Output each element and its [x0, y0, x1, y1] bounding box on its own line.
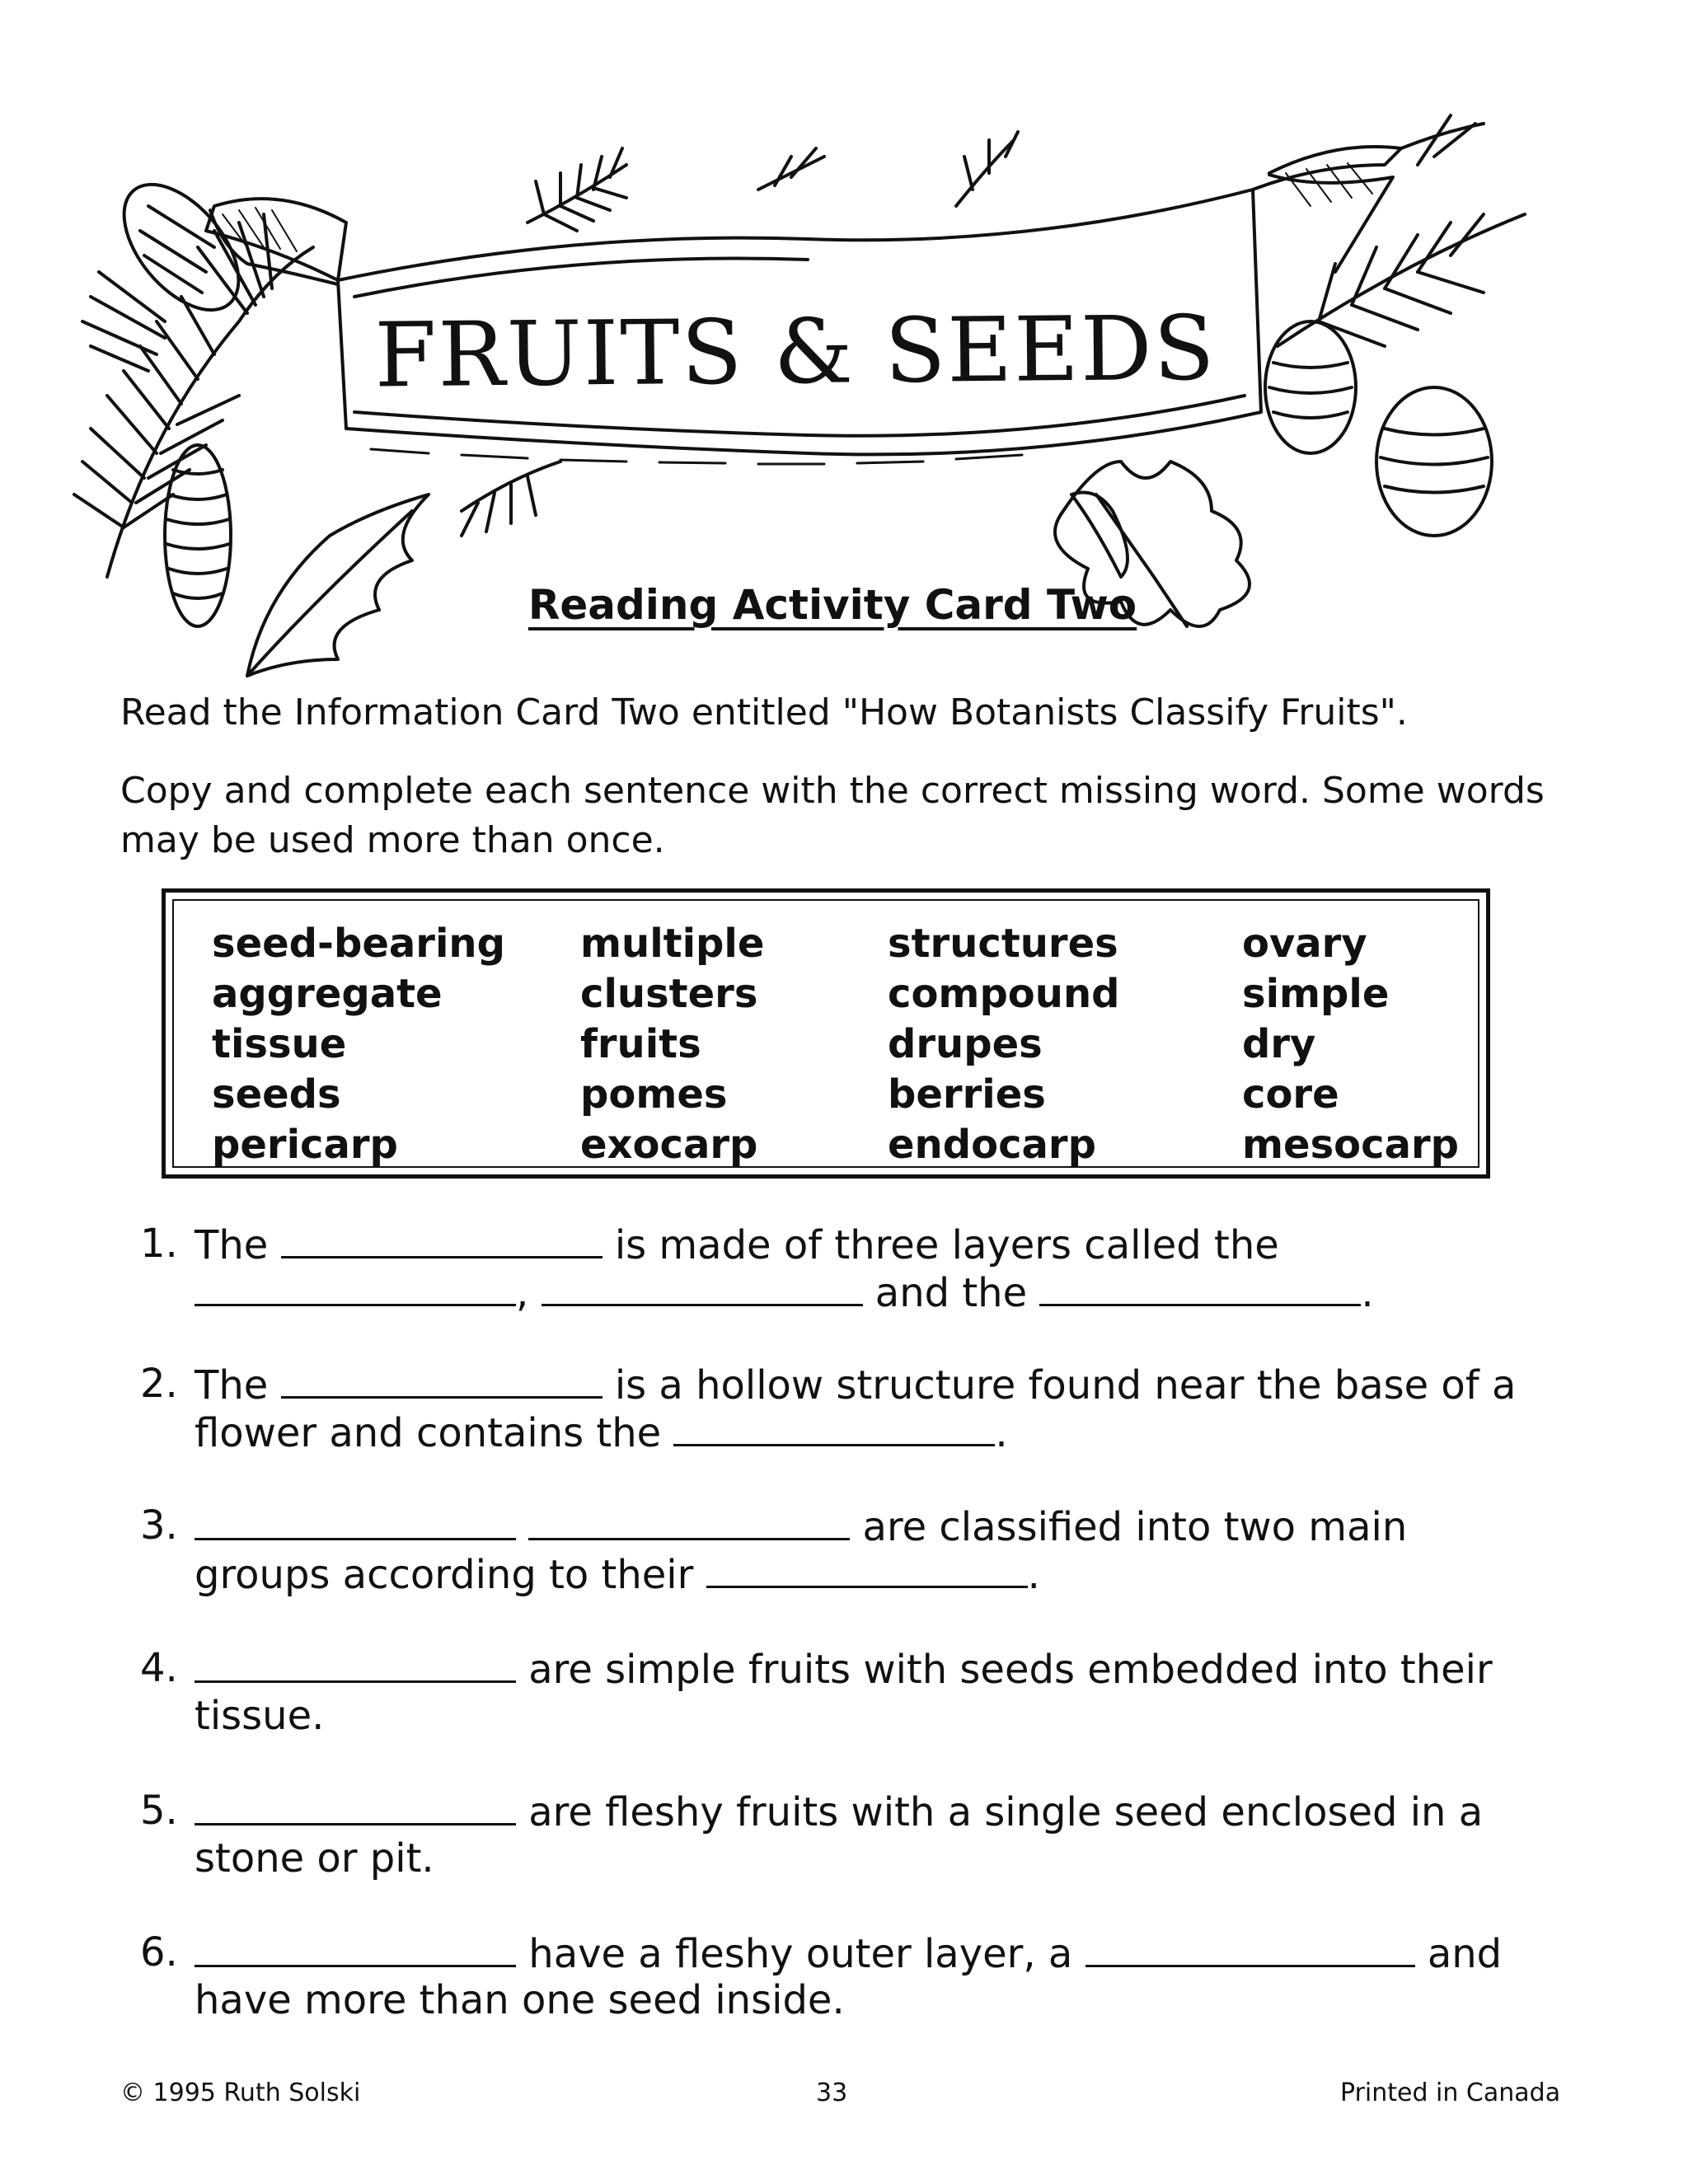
question-number: 3. — [140, 1502, 178, 1549]
word-bank-word: fruits — [580, 1021, 701, 1067]
pine-cone-right — [1265, 321, 1492, 536]
answer-blank[interactable] — [195, 1268, 516, 1306]
question-text: are classified into two main — [862, 1504, 1408, 1550]
word-bank-word: ovary — [1242, 921, 1367, 967]
word-bank — [162, 888, 1490, 1179]
question-text: The — [195, 1222, 269, 1268]
question-text: flower and contains the — [195, 1410, 662, 1456]
word-bank-column — [212, 919, 505, 1170]
word-bank-word: dry — [1242, 1021, 1316, 1067]
instruction-copy: Copy and complete each sentence with the correct missing word. Some words may be used more than once. — [120, 770, 1545, 861]
oak-leaf-left — [247, 494, 429, 676]
word-bank-word: tissue — [212, 1021, 347, 1067]
word-bank-word: clusters — [580, 971, 758, 1017]
question-text: The — [195, 1362, 269, 1408]
word-bank-inner-border — [172, 899, 1479, 1168]
word-bank-column — [1242, 919, 1459, 1170]
question-text: and — [1427, 1931, 1503, 1977]
word-bank-word: endocarp — [888, 1122, 1096, 1168]
question-number: 4. — [140, 1645, 178, 1691]
answer-blank[interactable] — [195, 1929, 516, 1967]
word-bank-word: mesocarp — [1242, 1122, 1459, 1168]
question-text: have a fleshy outer layer, a — [528, 1931, 1073, 1977]
question-number: 2. — [140, 1361, 178, 1407]
word-bank-word: compound — [888, 971, 1120, 1017]
answer-blank[interactable] — [706, 1549, 1028, 1588]
footer-copyright: © 1995 Ruth Solski — [120, 2079, 361, 2107]
question-text: and the — [874, 1270, 1028, 1316]
word-bank-column — [888, 919, 1119, 1170]
instruction-read: Read the Information Card Two entitled "How Botanists Classify Fruits". — [120, 691, 1408, 733]
question-text: is a hollow structure found near the base of a — [614, 1362, 1517, 1408]
question-text: . — [1027, 1552, 1040, 1598]
word-bank-word: seeds — [212, 1071, 341, 1118]
question-text: , — [516, 1270, 529, 1316]
word-bank-word: core — [1242, 1071, 1339, 1118]
pine-sprig-bottom — [462, 462, 560, 536]
word-bank-word: simple — [1242, 971, 1390, 1017]
footer-page-number: 33 — [816, 2079, 848, 2107]
word-bank-word: exocarp — [580, 1122, 758, 1168]
word-bank-word: pericarp — [212, 1122, 398, 1168]
footer-printed: Printed in Canada — [1340, 2079, 1561, 2107]
answer-blank[interactable] — [195, 1502, 516, 1540]
question-text: . — [995, 1410, 1008, 1456]
word-bank-word: seed-bearing — [212, 921, 505, 967]
question-text: is made of three layers called the — [614, 1222, 1279, 1268]
answer-blank[interactable] — [281, 1220, 603, 1258]
card-subtitle: Reading Activity Card Two — [528, 581, 1137, 629]
question-text: are simple fruits with seeds embedded into their — [528, 1647, 1493, 1693]
word-bank-word: aggregate — [212, 971, 443, 1017]
question-text: have more than one seed inside. — [195, 1977, 845, 2023]
question-text: . — [1361, 1270, 1374, 1316]
banner-title: FRUITS & SEEDS — [373, 297, 1217, 408]
question-number: 6. — [140, 1929, 178, 1975]
question-text: tissue. — [195, 1693, 325, 1739]
question-text: groups according to their — [195, 1552, 694, 1598]
answer-blank[interactable] — [542, 1268, 863, 1306]
word-bank-word: berries — [888, 1071, 1046, 1118]
answer-blank[interactable] — [528, 1502, 850, 1540]
word-bank-word: pomes — [580, 1071, 728, 1118]
question-number: 1. — [140, 1221, 178, 1267]
word-bank-column — [580, 919, 764, 1170]
word-bank-word: drupes — [888, 1021, 1043, 1067]
word-bank-word: structures — [888, 921, 1118, 967]
question-text: stone or pit. — [195, 1835, 434, 1882]
answer-blank[interactable] — [1039, 1268, 1361, 1306]
answer-blank[interactable] — [195, 1644, 516, 1683]
question-text: are fleshy fruits with a single seed enclosed in a — [528, 1789, 1484, 1835]
word-bank-word: multiple — [580, 921, 765, 967]
answer-blank[interactable] — [195, 1787, 516, 1825]
pine-sprig-top — [528, 148, 824, 231]
question-number: 5. — [140, 1788, 178, 1834]
answer-blank[interactable] — [281, 1360, 603, 1399]
answer-blank[interactable] — [1085, 1929, 1415, 1967]
answer-blank[interactable] — [673, 1408, 995, 1446]
